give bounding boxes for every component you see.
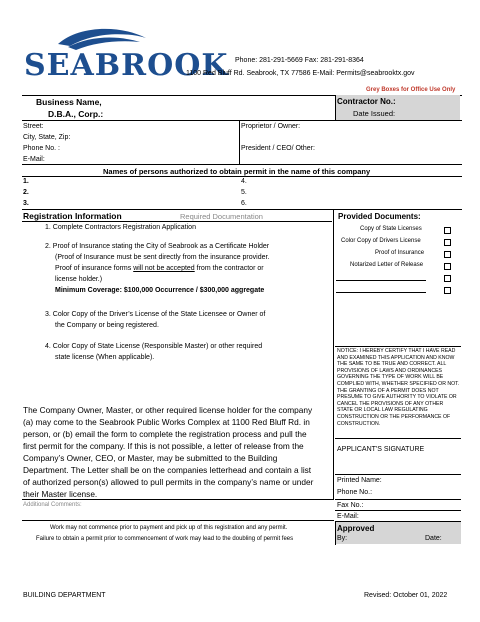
approved-by-label: By: [337,535,348,542]
item-1: 1. Complete Contractors Registration Application [45,224,196,231]
provided-checkbox-2[interactable] [444,239,451,246]
phone-fax: Phone: 281-291-5669 Fax: 281-291-8364 [235,57,364,64]
city-label: City, State, Zip: [23,134,71,141]
provided-checkbox-1[interactable] [444,227,451,234]
provided-checkbox-5[interactable] [444,275,451,282]
provided-heading: Provided Documents: [338,212,421,221]
name-row-6[interactable]: 6. [241,200,247,207]
signer-phone-label: Phone No.: [337,489,373,496]
names-title: Names of persons authorized to obtain permit in the name of this company [103,167,371,176]
item-2-line-4: license holder.) [55,276,103,283]
email-label: E-Mail: [23,156,45,163]
registration-heading: Registration Information [23,211,122,221]
provided-checkbox-3[interactable] [444,251,451,258]
item-3-line-1: 3. Color Copy of the Driver’s License of the State Licensee or Owner of [45,311,266,318]
name-row-4[interactable]: 4. [241,178,247,185]
president-label: President / CEO/ Other: [241,145,315,152]
street-label: Street: [23,123,44,130]
name-row-3[interactable]: 3. [23,200,29,207]
dba-label: D.B.A., Corp.: [48,109,104,119]
fee-warning-note: Failure to obtain a permit prior to commencement of work may lead to the doubling of permit fees [36,536,294,542]
footer-revised: Revised: October 01, 2022 [364,592,448,599]
required-docs-label: Required Documentation [180,212,263,221]
additional-comments-label: Additional Comments: [23,502,82,508]
office-use-note: Grey Boxes for Office Use Only [366,87,456,93]
name-row-5[interactable]: 5. [241,189,247,196]
business-name-label: Business Name, [36,97,102,107]
city-logo [18,20,229,83]
additional-comments-field[interactable] [22,510,332,520]
provided-checkbox-6[interactable] [444,287,451,294]
applicant-signature-label: APPLICANT'S SIGNATURE [337,446,425,453]
business-name-field[interactable] [120,96,334,120]
item-2-line-3: Proof of insurance forms will not be accepted from the contractor or [55,265,264,272]
provided-item-1: Copy of State Licenses [360,226,422,232]
approved-label: Approved [337,524,375,533]
name-row-2[interactable]: 2. [23,189,29,196]
provided-item-3: Proof of Insurance [375,250,425,256]
item-4-line-2: state license (When applicable). [55,354,155,361]
item-4-line-1: 4. Color Copy of State License (Responsible Master) or other required [45,343,263,350]
contractor-no-label: Contractor No.: [337,97,396,106]
instructions-paragraph: The Company Owner, Master, or other required license holder for the company (a) may come to the Seabrook Public Works Complex at 1100 Red Bluff Rd. in person, or (b) email the form to complete the registration process and pull the first permit for the company. If this is not possible, a letter of release from the Company’s Owner, CEO, or Master, may be submitted to the Building Department. The Letter shall be on the companies letterhead and contain a list of authorized person(s) allowed to pull permits in the company’s name or under their Master license. [23,405,314,499]
signature-field[interactable] [335,455,461,475]
printed-name-label: Printed Name: [337,477,382,484]
provided-item-2: Color Copy of Drivers License [341,238,421,244]
fax-label: Fax No.: [337,502,364,509]
provided-checkbox-4[interactable] [444,263,451,270]
logo-text: SEABROOK [24,48,229,83]
item-2-line-1: 2. Proof of Insurance stating the City of Seabrook as a Certificate Holder [45,243,270,250]
payment-note: Work may not commence prior to payment and pick up of this registration and any permit. [50,525,288,531]
phone-label: Phone No. : [23,145,60,152]
signer-email-label: E-Mail: [337,513,359,520]
address-email: 1100 Red Bluff Rd. Seabrook, TX 77586 E-Mail: Permits@seabrooktx.gov [186,70,415,77]
provided-item-4: Notarized Letter of Release [350,262,424,268]
coverage-note: Minimum Coverage: $100,000 Occurrence / $300,000 aggregate [55,287,265,294]
name-row-1[interactable]: 1. [23,178,29,185]
item-2-line-2: (Proof of Insurance must be sent directly from the insurance provider. [55,254,270,261]
proprietor-label: Proprietor / Owner: [241,123,301,130]
date-issued-label: Date Issued: [353,109,396,118]
notice-text: NOTICE: I HEREBY CERTIFY THAT I HAVE READ AND EXAMINED THIS APPLICATION AND KNOW THE SAME TO BE TRUE AND CORRECT. ALL PROVISIONS OF LAWS AND ORDINANCES GOVERNING THE TYPE OF WORK WILL BE COMPLIED WITH, WHETHER SPECIFIED OR NOT. THE GRANTING OF A PERMIT DOES NOT PRESUME TO GIVE AUTHORITY TO VIOLATE OR CANCEL THE PROVISIONS OF ANY OTHER STATE OR LOCAL LAW REGULATING CONSTRUCTION OR THE PERFORMANCE OF CONSTRUCTION. [337,348,460,427]
footer-department: BUILDING DEPARTMENT [23,592,106,599]
approved-date-label: Date: [425,535,442,542]
item-3-line-2: the Company or being registered. [55,322,159,329]
